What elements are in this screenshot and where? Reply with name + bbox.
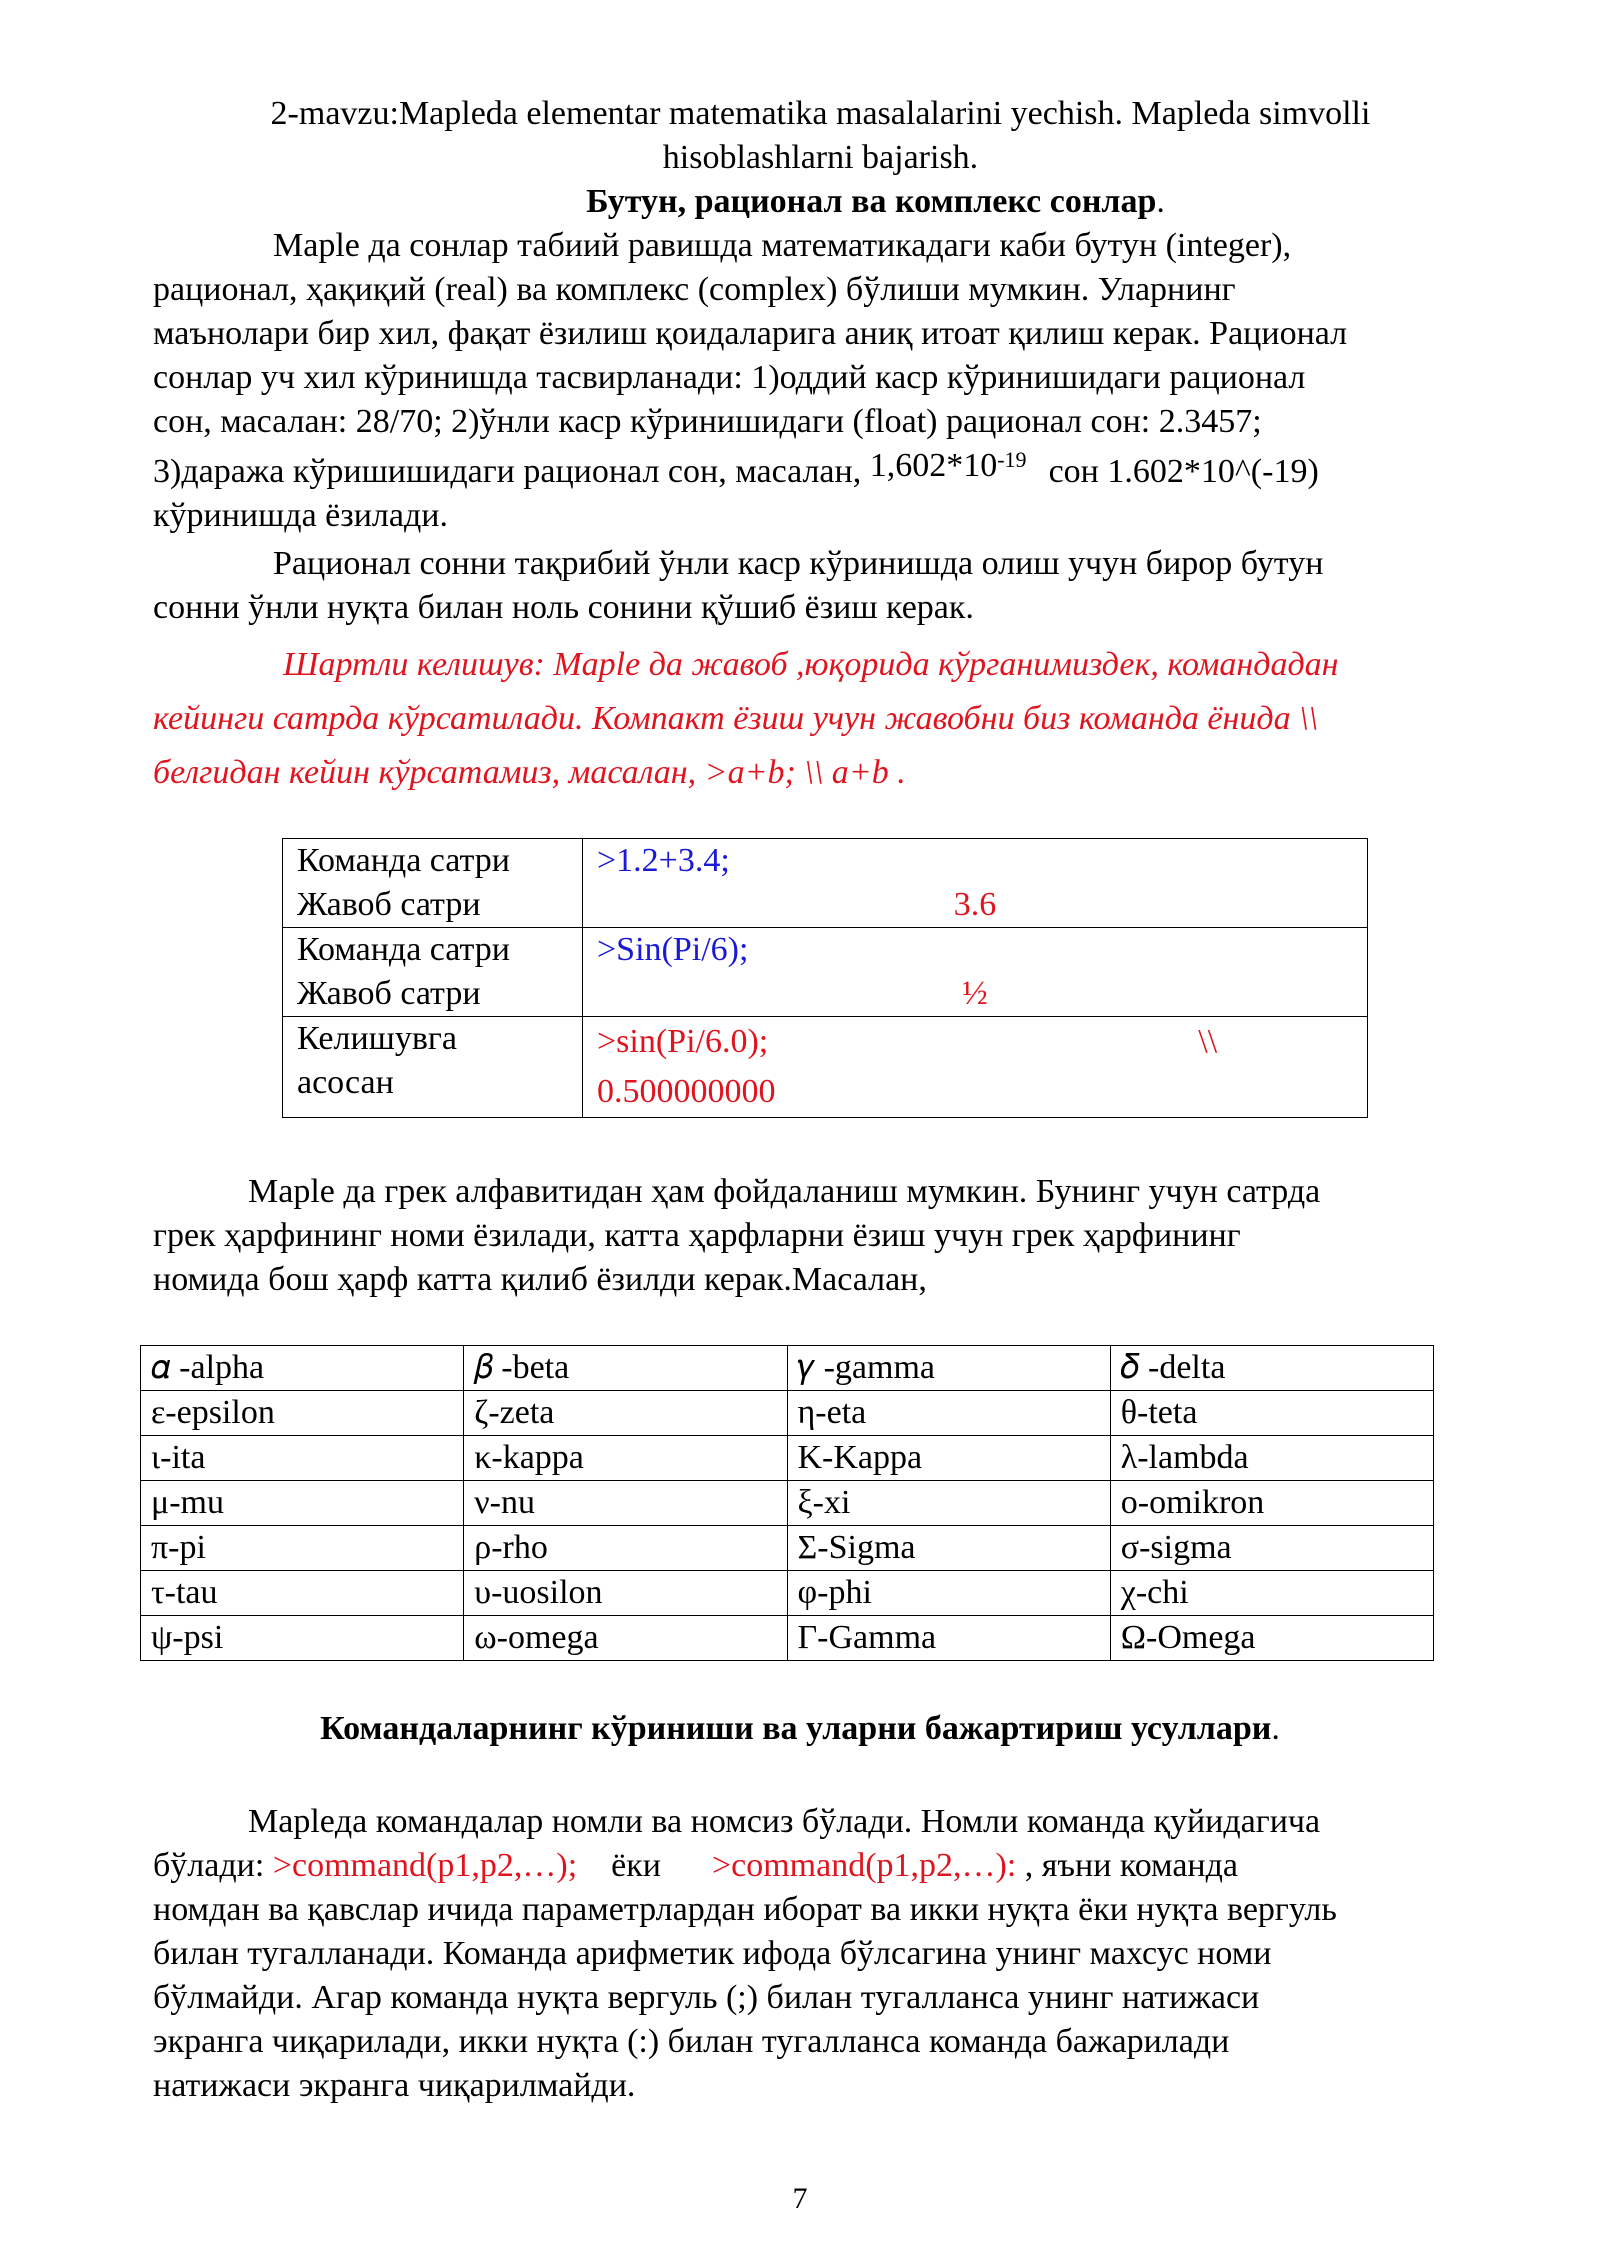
greek-letter-cell: ω-omega [464, 1616, 787, 1661]
topic-line-1: 2-mavzu:Mapleda elementar matematika masalalarini yechish. Mapleda simvolli [270, 95, 1371, 132]
row-label: Жавоб сатри [297, 975, 481, 1012]
note-line1: Шартли келишув: Maple да жавоб ,юқорида кўрганимиздек, командадан [283, 646, 1339, 683]
greek-letter-cell: Γ-Gamma [787, 1616, 1110, 1661]
greek-letter-cell: ι-ita [141, 1436, 464, 1481]
para1-line3: маънолари бир хил, фақат ёзилиш қоидаларига аниқ итоат қилиш керак. Рационал [153, 315, 1348, 352]
section-title-dot: . [1156, 183, 1165, 220]
greek-letter-cell: τ-tau [141, 1571, 464, 1616]
command-text: >1.2+3.4; [597, 842, 730, 879]
row-label-cell [283, 928, 583, 1017]
section-title-text: Бутун, рационал ва комплекс сонлар [586, 183, 1157, 220]
page-number: 7 [792, 2182, 808, 2215]
table-row [283, 839, 1368, 928]
table-row [141, 1346, 1434, 1391]
row-label-cell [283, 1017, 583, 1118]
or-word: ёки [577, 1847, 712, 1884]
note-line2: кейинги сатрда кўрсатилади. Компакт ёзиш учун жавобни биз команда ёнида \\ [153, 700, 1318, 737]
greek-letter-cell: 𝛽 -beta [464, 1346, 787, 1391]
command-semicolon-example: >command(p1,p2,…); [272, 1847, 578, 1884]
row-content-cell [583, 1017, 1368, 1118]
topic-line-2: hisoblashlarni bajarish. [662, 139, 979, 176]
greek-letter-cell: χ-chi [1110, 1571, 1433, 1616]
row-content-cell [583, 928, 1368, 1017]
table-row [141, 1526, 1434, 1571]
para1-line4: сонлар уч хил кўринишда тасвирланади: 1)оддий каср кўринишидаги рационал [153, 359, 1306, 396]
table-row [141, 1616, 1434, 1661]
greek-letter-cell: θ-teta [1110, 1391, 1433, 1436]
greek-letter-cell: ρ-rho [464, 1526, 787, 1571]
greek-letter-cell: σ-sigma [1110, 1526, 1433, 1571]
row-content-cell [583, 839, 1368, 928]
table-row [141, 1391, 1434, 1436]
section2-title-dot: . [1271, 1710, 1280, 1747]
table-row [283, 1017, 1368, 1118]
document-page [153, 92, 1488, 800]
para1-line6 [153, 447, 1488, 494]
section2-title: Командаларнинг кўриниши ва уларни бажартириш усуллари [320, 1710, 1272, 1747]
command-text: >sin(Pi/6.0); [597, 1023, 769, 1060]
table-row [141, 1481, 1434, 1526]
greek-letter-cell: o-omikron [1110, 1481, 1433, 1526]
power-example: 1,602*10 [869, 447, 998, 484]
para4-line2-text: бўлади: [153, 1847, 273, 1884]
para4-line2-tail: , яъни команда [1016, 1847, 1239, 1884]
command-line [597, 1017, 1353, 1067]
paragraph-number-types [153, 224, 1488, 538]
greek-letter-cell: K-Kappa [787, 1436, 1110, 1481]
command-answer-table [282, 838, 1368, 1118]
greek-letter-cell: λ-lambda [1110, 1436, 1433, 1481]
row-label: Келишувга [297, 1020, 457, 1057]
paragraph-float-hint [153, 542, 1488, 630]
greek-letter-cell: ζ-zeta [464, 1391, 787, 1436]
greek-letter-cell: ν-nu [464, 1481, 787, 1526]
para1-line1: Maple да сонлар табиий равишда математикадаги каби бутун (integer), [273, 227, 1292, 264]
greek-table-body [141, 1346, 1434, 1661]
greek-letter-cell: ξ-xi [787, 1481, 1110, 1526]
para4-line5: бўлмайди. Агар команда нуқта вергуль (;) билан тугалланса унинг натижаси [153, 1979, 1260, 2016]
command-colon-example: >command(p1,p2,…): [711, 1847, 1017, 1884]
para4-line3: номдан ва қавслар ичида параметрлардан иборат ва икки нуқта ёки нуқта вергуль [153, 1891, 1337, 1928]
paragraph-greek-intro [153, 1170, 1488, 1302]
para2-line2: сонни ўнли нуқта билан ноль сонини қўшиб ёзиш керак. [153, 589, 974, 626]
para2-line1: Рационал сонни тақрибий ўнли каср кўринишда олиш учун бирор бутун [273, 545, 1324, 582]
greek-letter-cell: 𝛼 -alpha [141, 1346, 464, 1391]
greek-letter-cell: η-eta [787, 1391, 1110, 1436]
answer-text: 0.500000000 [597, 1073, 776, 1110]
para3-line2: грек ҳарфининг номи ёзилади, катта ҳарфларни ёзиш учун грек ҳарфининг [153, 1217, 1241, 1254]
answer-text: ½ [962, 975, 988, 1012]
convention-note [153, 638, 1488, 800]
para1-line6-text: 3)даража кўришишидаги рационал сон, масалан, [153, 453, 870, 490]
power-example-alt: сон 1.602*10^(-19) [1048, 453, 1319, 490]
para1-line2: рационал, ҳақиқий (real) ва комплекс (complex) бўлиши мумкин. Уларнинг [153, 271, 1236, 308]
table-row [141, 1571, 1434, 1616]
section2-heading [0, 1710, 1600, 1748]
greek-letter-cell: π-pi [141, 1526, 464, 1571]
greek-letter-cell: φ-phi [787, 1571, 1110, 1616]
para4-line7: натижаси экранга чиқарилмайди. [153, 2067, 636, 2104]
row-label: Команда сатри [297, 842, 510, 879]
para1-line7: кўринишда ёзилади. [153, 497, 448, 534]
greek-letter-cell: υ-uosilon [464, 1571, 787, 1616]
section-title [153, 180, 1488, 224]
answer-text: 3.6 [953, 886, 997, 923]
para4-line4: билан тугалланади. Команда арифметик ифода бўлсагина унинг махсус номи [153, 1935, 1272, 1972]
para4-line2 [153, 1844, 1488, 1888]
greek-letter-cell: Σ-Sigma [787, 1526, 1110, 1571]
para4-line1: Mapleда командалар номли ва номсиз бўлади. Номли команда қуйидагича [248, 1803, 1321, 1840]
greek-letter-cell: κ-kappa [464, 1436, 787, 1481]
row-label: Команда сатри [297, 931, 510, 968]
greek-letter-cell: ψ-psi [141, 1616, 464, 1661]
power-exponent: -19 [997, 447, 1027, 472]
row-label: Жавоб сатри [297, 886, 481, 923]
table-row [283, 928, 1368, 1017]
row-label-cell [283, 839, 583, 928]
greek-letter-cell: μ-mu [141, 1481, 464, 1526]
para3-line1: Maple да грек алфавитидан ҳам фойдаланиш мумкин. Бунинг учун сатрда [248, 1173, 1321, 1210]
greek-letter-cell: Ω-Omega [1110, 1616, 1433, 1661]
para1-line5: сон, масалан: 28/70; 2)ўнли каср кўринишидаги (float) рационал сон: 2.3457; [153, 403, 1262, 440]
note-line3: белгидан кейин кўрсатамиз, масалан, >a+b; \\ a+b . [153, 754, 906, 791]
row-label: асосан [297, 1064, 394, 1101]
para3-line3: номида бош ҳарф катта қилиб ёзилди керак.Масалан, [153, 1261, 927, 1298]
greek-alphabet-table [140, 1345, 1434, 1661]
separator-text: \\ [1198, 1023, 1218, 1060]
command-text: >Sin(Pi/6); [597, 931, 749, 968]
paragraph-commands [153, 1800, 1488, 2108]
para4-line6: экранга чиқарилади, икки нуқта (:) билан тугалланса команда бажарилади [153, 2023, 1230, 2060]
greek-letter-cell: ε-epsilon [141, 1391, 464, 1436]
greek-letter-cell: 𝛿 -delta [1110, 1346, 1433, 1391]
greek-letter-cell: 𝛾 -gamma [787, 1346, 1110, 1391]
table-row [141, 1436, 1434, 1481]
